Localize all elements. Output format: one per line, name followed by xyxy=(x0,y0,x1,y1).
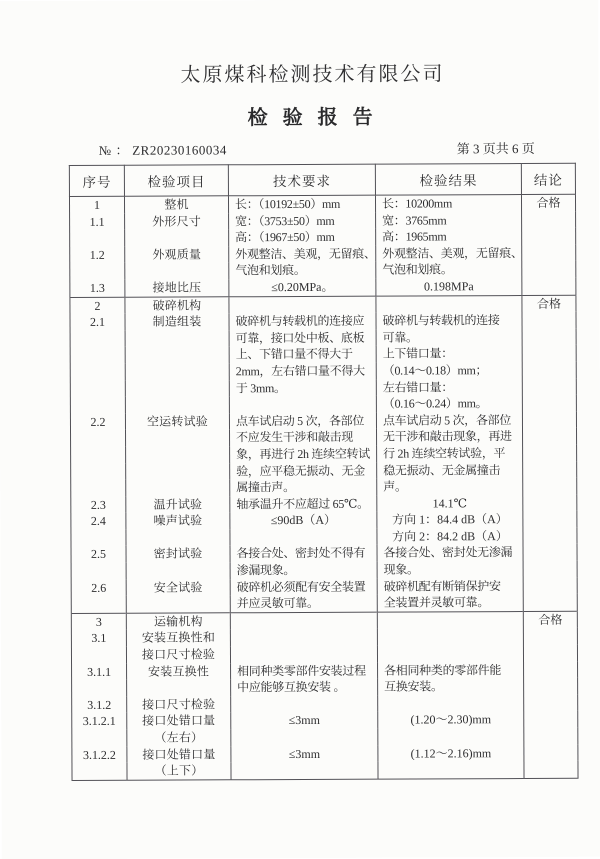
table-header-row xyxy=(69,163,575,196)
requirement-cell: 点车试启动 5 次，各部位 xyxy=(229,412,376,429)
conclusion-cell xyxy=(523,544,577,561)
conclusion-cell xyxy=(524,678,578,695)
result-cell: 现象。 xyxy=(377,561,523,578)
requirement-cell: ≤0.20MPa。 xyxy=(229,279,376,297)
table-row xyxy=(71,445,577,464)
report-number-value: ZR20230160034 xyxy=(132,142,227,158)
conclusion-cell xyxy=(523,645,577,662)
conclusion-cell xyxy=(522,211,576,228)
result-cell: 外观整洁、美观，无留痕、 xyxy=(376,245,522,262)
result-cell: 左右错口量： xyxy=(376,379,522,396)
conclusion-cell xyxy=(523,445,577,462)
result-cell: 方向 1：84.4 dB（A） xyxy=(377,511,523,528)
conclusion-cell xyxy=(522,312,576,329)
row-no-cell: 2.6 xyxy=(71,579,126,596)
item-cell: 接口尺寸检验 xyxy=(126,646,230,663)
requirement-cell xyxy=(229,296,376,314)
conclusion-cell xyxy=(524,744,578,761)
requirement-cell: 破碎机必须配有安全装置 xyxy=(230,578,377,595)
result-cell: （0.16～0.24）mm。 xyxy=(376,395,522,412)
item-cell xyxy=(126,562,230,579)
requirement-cell: 气泡和划痕。 xyxy=(229,262,376,279)
requirement-cell: 外观整洁、美观，无留痕、 xyxy=(229,245,376,262)
requirement-cell: 上、下错口量不得大于 xyxy=(229,346,376,363)
row-no-cell: 3.1 xyxy=(71,630,126,647)
requirement-cell: 并应灵敏可靠。 xyxy=(230,595,377,613)
item-cell: 密封试验 xyxy=(126,546,230,563)
item-cell: 接地比压 xyxy=(125,279,229,297)
requirement-cell: 轴承温升不应超过 65℃。 xyxy=(230,495,377,512)
item-cell: 制造组装 xyxy=(125,313,229,330)
conclusion-cell: 合格 xyxy=(523,611,577,628)
requirement-cell: 宽：（3753±50）mm xyxy=(229,212,376,229)
requirement-cell xyxy=(231,762,378,780)
item-cell: （上下） xyxy=(127,762,231,780)
result-cell: 长：10200mm xyxy=(375,195,521,213)
conclusion-cell xyxy=(523,478,577,495)
result-cell xyxy=(376,295,522,313)
item-cell xyxy=(127,680,231,697)
row-no-cell xyxy=(71,447,126,464)
item-cell xyxy=(125,396,229,413)
item-cell xyxy=(126,463,230,480)
item-cell xyxy=(125,347,229,364)
row-no-cell: 3 xyxy=(71,613,126,630)
result-cell: 声。 xyxy=(377,478,523,495)
row-no-cell: 1 xyxy=(69,196,124,213)
result-cell: 可靠。 xyxy=(376,329,522,346)
row-no-cell: 2.2 xyxy=(70,413,125,430)
row-no-cell xyxy=(71,463,126,480)
report-number-label: № ： xyxy=(98,142,129,158)
result-cell: 0.198MPa xyxy=(376,278,522,296)
row-no-cell: 2.3 xyxy=(71,496,126,513)
inspection-table xyxy=(69,163,579,781)
requirement-cell: 渗漏现象。 xyxy=(230,562,377,579)
row-no-cell: 3.1.2.2 xyxy=(72,746,127,763)
requirement-cell: 各接合处、密封处不得有 xyxy=(230,545,377,562)
result-cell: 14.1℃ xyxy=(377,495,523,512)
report-title: 检 验 报 告 xyxy=(247,106,378,130)
row-no-cell xyxy=(72,730,127,747)
result-cell xyxy=(378,761,524,779)
item-cell xyxy=(125,330,229,347)
requirement-cell: 不应发生干涉和敲击现 xyxy=(230,429,377,446)
requirement-cell xyxy=(230,612,377,630)
requirement-cell: 于 3mm。 xyxy=(229,379,376,396)
conclusion-cell xyxy=(522,412,576,429)
result-cell: 各相同种类的零部件能 xyxy=(378,662,524,679)
conclusion-cell xyxy=(522,329,576,346)
row-no-cell xyxy=(71,563,126,580)
conclusion-cell xyxy=(522,261,576,278)
requirement-cell: 2mm，左右错口量不得大 xyxy=(229,363,376,380)
row-no-cell xyxy=(70,263,125,280)
inspection-table-body xyxy=(69,194,578,780)
conclusion-cell xyxy=(523,577,577,594)
column-header-result: 检验结果 xyxy=(375,164,521,196)
item-cell xyxy=(126,479,230,496)
row-no-cell: 1.1 xyxy=(70,213,125,230)
result-cell xyxy=(378,695,524,712)
row-no-cell xyxy=(71,480,126,497)
result-cell: 方向 2：84.2 dB（A） xyxy=(377,528,523,545)
conclusion-cell xyxy=(522,378,576,395)
item-cell: 安装互换性 xyxy=(127,663,231,680)
result-cell: 全装置并灵敏可靠。 xyxy=(377,594,523,612)
result-cell: 上下错口量： xyxy=(376,345,522,362)
conclusion-cell xyxy=(522,428,576,445)
row-no-cell xyxy=(70,397,125,414)
result-cell: 气泡和划痕。 xyxy=(376,261,522,278)
item-cell: 接口处错口量 xyxy=(127,746,231,763)
item-cell xyxy=(126,596,230,614)
conclusion-cell: 合格 xyxy=(521,194,575,211)
column-header-item: 检验项目 xyxy=(124,165,228,196)
item-cell: 安装互换性和 xyxy=(126,630,230,647)
conclusion-cell xyxy=(524,711,578,728)
item-cell xyxy=(126,529,230,546)
row-no-cell: 2.4 xyxy=(71,513,126,530)
result-cell: 行 2h 连续空转试验，平 xyxy=(377,445,523,462)
requirement-cell xyxy=(230,529,377,546)
item-cell: 噪声试验 xyxy=(126,513,230,530)
table-row xyxy=(71,544,577,563)
row-no-cell xyxy=(71,647,126,664)
company-name: 太原煤科检测技术有限公司 xyxy=(180,63,445,87)
requirement-cell xyxy=(231,729,378,746)
item-cell: 空运转试验 xyxy=(125,413,229,430)
report-number xyxy=(99,139,227,159)
conclusion-cell xyxy=(523,511,577,528)
item-cell xyxy=(125,263,229,280)
conclusion-cell xyxy=(523,461,577,478)
table-row xyxy=(72,761,578,780)
conclusion-cell xyxy=(522,228,576,245)
requirement-cell: 属撞击声。 xyxy=(230,479,377,496)
conclusion-cell xyxy=(522,278,576,295)
requirement-cell: 验，应平稳无振动、无金 xyxy=(230,462,377,479)
result-cell: 点车试启动 5 次，各部位 xyxy=(376,412,522,429)
result-cell: 破碎机配有断销保护安 xyxy=(377,578,523,595)
result-cell xyxy=(377,645,523,662)
row-no-cell xyxy=(72,763,127,780)
item-cell xyxy=(125,380,229,397)
row-no-cell: 1.2 xyxy=(70,247,125,264)
row-no-cell: 3.1.1 xyxy=(72,663,127,680)
requirement-cell xyxy=(230,629,377,646)
conclusion-cell xyxy=(522,362,576,379)
row-no-cell xyxy=(70,380,125,397)
row-no-cell: 2.5 xyxy=(71,546,126,563)
row-no-cell xyxy=(70,347,125,364)
result-cell: 破碎机与转载机的连接 xyxy=(376,312,522,329)
requirement-cell xyxy=(230,646,377,663)
column-header-conclusion: 结论 xyxy=(521,163,575,194)
column-header-no: 序号 xyxy=(69,165,124,196)
requirement-cell: 破碎机与转载机的连接应 xyxy=(229,313,376,330)
item-cell: 外观质量 xyxy=(125,246,229,263)
requirement-cell: 中应能够互换安装 。 xyxy=(231,679,378,696)
table-row xyxy=(70,245,576,264)
row-no-cell xyxy=(71,430,126,447)
table-row xyxy=(70,278,576,297)
item-cell: 安全试验 xyxy=(126,579,230,596)
conclusion-cell xyxy=(524,761,578,778)
conclusion-cell xyxy=(524,661,578,678)
item-cell: 外形尺寸 xyxy=(125,213,229,230)
conclusion-cell xyxy=(524,728,578,745)
row-no-cell xyxy=(72,680,127,697)
item-cell xyxy=(126,430,230,447)
row-no-cell xyxy=(71,530,126,547)
result-cell: （0.14～0.18）mm； xyxy=(376,362,522,379)
conclusion-cell xyxy=(523,561,577,578)
column-header-requirement: 技术要求 xyxy=(228,164,375,196)
result-cell xyxy=(377,611,523,629)
row-no-cell xyxy=(71,596,126,613)
row-no-cell xyxy=(70,364,125,381)
row-no-cell: 1.3 xyxy=(70,280,125,297)
item-cell: 整机 xyxy=(124,196,228,214)
row-no-cell: 2 xyxy=(70,297,125,314)
conclusion-cell xyxy=(522,345,576,362)
requirement-cell xyxy=(231,695,378,712)
item-cell: （左右） xyxy=(127,729,231,746)
result-cell: 无干涉和敲击现象，再进 xyxy=(377,428,523,445)
conclusion-cell xyxy=(523,494,577,511)
requirement-cell: 相同种类零部件安装过程 xyxy=(231,662,378,679)
item-cell: 运输机构 xyxy=(126,613,230,631)
requirement-cell: 象，再进行 2h 连续空转试 xyxy=(230,446,377,463)
result-cell: (1.12～2.16)mm xyxy=(378,745,524,762)
result-cell: 稳无振动、无金属撞击 xyxy=(377,462,523,479)
page-indicator: 第 3 页共 6 页 xyxy=(456,140,535,157)
conclusion-cell xyxy=(523,528,577,545)
result-cell: 宽：3765mm xyxy=(376,212,522,229)
meta-row xyxy=(99,138,535,159)
item-cell: 接口尺寸检验 xyxy=(127,696,231,713)
row-no-cell xyxy=(70,331,125,348)
row-no-cell xyxy=(70,230,125,247)
row-no-cell: 2.1 xyxy=(70,314,125,331)
conclusion-cell xyxy=(523,628,577,645)
row-no-cell: 3.1.2.1 xyxy=(72,713,127,730)
result-cell xyxy=(377,628,523,645)
conclusion-cell xyxy=(522,245,576,262)
result-cell: (1.20～2.30)mm xyxy=(378,711,524,728)
item-cell xyxy=(126,446,230,463)
conclusion-cell: 合格 xyxy=(522,295,576,312)
result-cell: 高：1965mm xyxy=(376,228,522,245)
item-cell xyxy=(125,229,229,246)
table-row xyxy=(69,194,575,213)
requirement-cell: ≤90dB（A） xyxy=(230,512,377,529)
row-no-cell: 3.1.2 xyxy=(72,697,127,714)
result-cell: 互换安装。 xyxy=(378,678,524,695)
requirement-cell: ≤3mm xyxy=(231,745,378,762)
table-row xyxy=(70,295,576,314)
table-row xyxy=(71,594,577,613)
conclusion-cell xyxy=(523,594,577,611)
conclusion-cell xyxy=(522,395,576,412)
item-cell: 接口处错口量 xyxy=(127,713,231,730)
requirement-cell: 可靠，接口处中板、底板 xyxy=(229,329,376,346)
result-cell xyxy=(378,728,524,745)
table-row xyxy=(71,428,577,447)
table-row xyxy=(71,611,577,630)
table-row xyxy=(71,511,577,530)
item-cell xyxy=(125,363,229,380)
item-cell: 破碎机构 xyxy=(125,296,229,314)
requirement-cell xyxy=(229,396,376,413)
conclusion-cell xyxy=(524,695,578,712)
requirement-cell: 高：（1967±50）mm xyxy=(229,229,376,246)
item-cell: 温升试验 xyxy=(126,496,230,513)
requirement-cell: 长：（10192±50）mm xyxy=(228,195,375,213)
result-cell: 各接合处、密封处无渗漏 xyxy=(377,544,523,561)
requirement-cell: ≤3mm xyxy=(231,712,378,729)
